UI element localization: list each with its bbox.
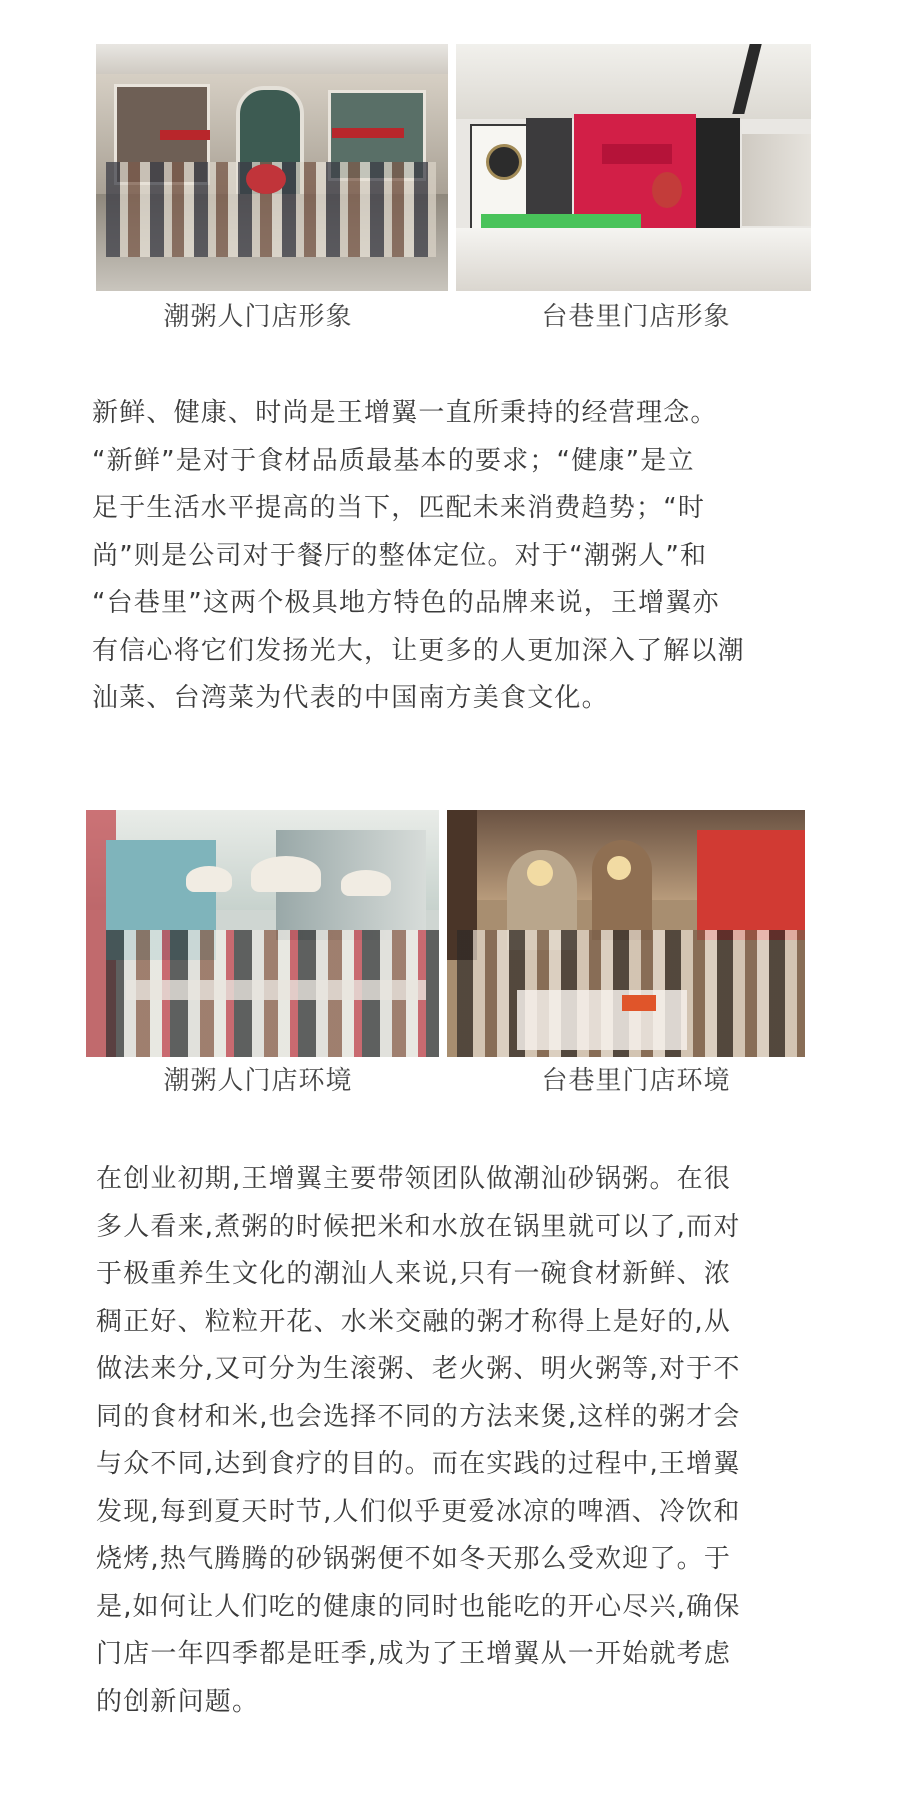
paragraph-line: 新鲜、健康、时尚是王增翼一直所秉持的经营理念。 xyxy=(92,398,718,428)
paragraph-line: 烧烤,热气腾腾的砂锅粥便不如冬天那么受欢迎了。于 xyxy=(96,1544,732,1574)
paragraph-line: 是,如何让人们吃的健康的同时也能吃的开心尽兴,确保 xyxy=(96,1591,741,1622)
paragraph-line: 多人看来,煮粥的时候把米和水放在锅里就可以了,而对 xyxy=(96,1211,741,1242)
photo-caption-taixiangli-storefront: 台巷里门店形象 xyxy=(541,302,731,332)
paragraph-line: 于极重养生文化的潮汕人来说,只有一碗食材新鲜、浓 xyxy=(96,1259,732,1289)
paragraph-line: 的创新问题。 xyxy=(96,1686,260,1717)
paragraph-line: “新鲜”是对于食材品质最基本的要求；“健康”是立 xyxy=(92,445,695,476)
paragraph-line: 尚”则是公司对于餐厅的整体定位。对于“潮粥人”和 xyxy=(92,540,708,571)
paragraph-line: 门店一年四季都是旺季,成为了王增翼从一开始就考虑 xyxy=(96,1639,732,1669)
paragraph-line: 与众不同,达到食疗的目的。而在实践的过程中,王增翼 xyxy=(96,1449,741,1479)
paragraph-business-philosophy xyxy=(92,390,808,723)
taixiangli-storefront-photo xyxy=(456,44,811,291)
paragraph-line: 在创业初期,王增翼主要带领团队做潮汕砂锅粥。在很 xyxy=(96,1164,732,1194)
taixiangli-interior-photo xyxy=(447,810,805,1057)
paragraph-line: “台巷里”这两个极具地方特色的品牌来说，王增翼亦 xyxy=(92,588,720,618)
paragraph-line: 有信心将它们发扬光大，让更多的人更加深入了解以潮 xyxy=(92,635,745,666)
photo-caption-chaozhouren-interior: 潮粥人门店环境 xyxy=(163,1066,353,1096)
paragraph-line: 稠正好、粒粒开花、水米交融的粥才称得上是好的,从 xyxy=(96,1306,732,1337)
photo-caption-taixiangli-interior: 台巷里门店环境 xyxy=(541,1066,731,1096)
chaozhouren-storefront-photo xyxy=(96,44,448,291)
photo-caption-chaozhouren-storefront: 潮粥人门店形象 xyxy=(163,302,353,332)
paragraph-line: 做法来分,又可分为生滚粥、老火粥、明火粥等,对于不 xyxy=(96,1354,741,1384)
paragraph-line: 汕菜、台湾菜为代表的中国南方美食文化。 xyxy=(92,683,609,713)
chaozhouren-interior-photo xyxy=(86,810,439,1057)
paragraph-line: 同的食材和米,也会选择不同的方法来煲,这样的粥才会 xyxy=(96,1401,741,1432)
paragraph-startup-story xyxy=(96,1156,812,1726)
paragraph-line: 足于生活水平提高的当下，匹配未来消费趋势；“时 xyxy=(92,493,706,523)
paragraph-line: 发现,每到夏天时节,人们似乎更爱冰凉的啤酒、冷饮和 xyxy=(96,1496,741,1527)
